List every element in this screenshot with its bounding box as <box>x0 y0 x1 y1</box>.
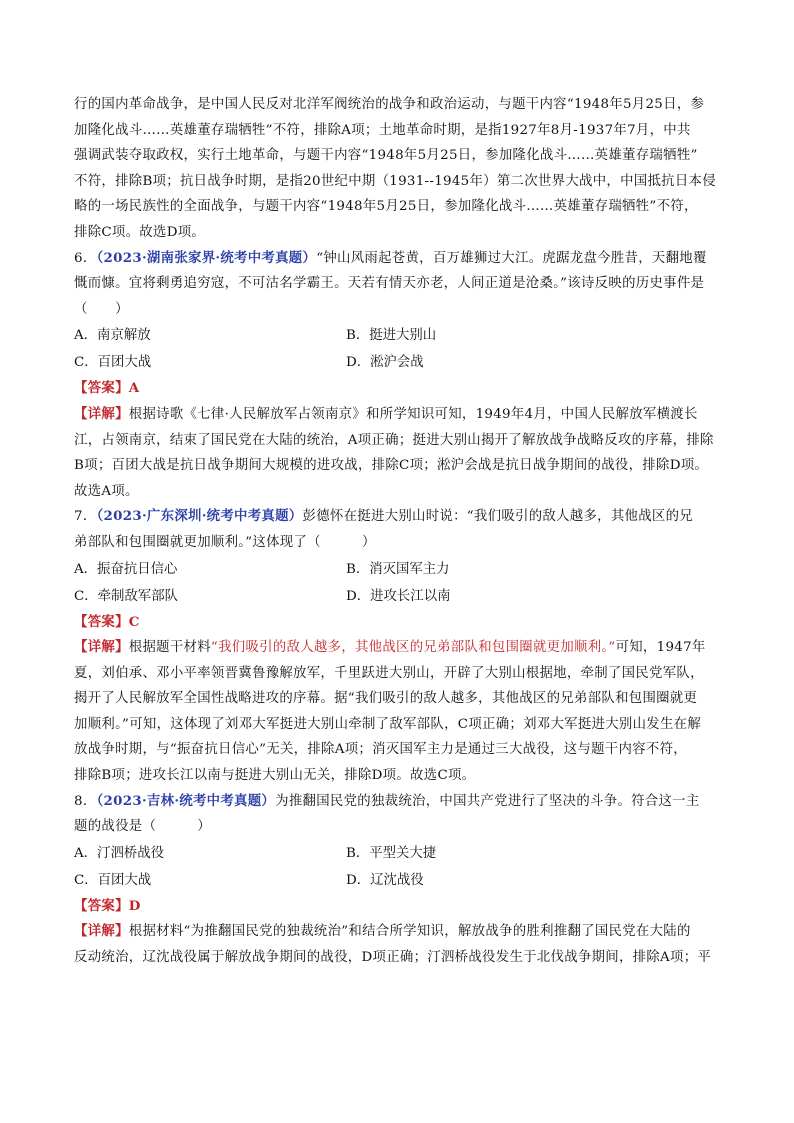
question-7 <box>74 504 724 788</box>
stem-text: 弟部队和包围圈就更加顺利。”这体现了（ ） <box>74 534 376 550</box>
question-source: （2023·广东深圳·统考中考真题） <box>96 508 303 525</box>
stem-text: 彭德怀在挺进大别山时说：“我们吸引的敌人越多，其他战区的兄 <box>302 509 693 525</box>
options <box>74 840 724 894</box>
option-c: C．牵制敌军部队 <box>74 588 178 604</box>
option-b: B．消灭国军主力 <box>346 561 450 577</box>
detail-text: 揭开了人民解放军全国性战略进攻的序幕。据“我们吸引的敌人越多，其他战区的兄弟部队和包围圈就更 <box>74 691 698 707</box>
detail-text: 江，占领南京，结束了国民党在大陆的统治，A项正确；挺进大别山揭开了解放战争战略反攻的序幕，排除 <box>74 432 714 448</box>
stem-text: 题的战役是（ ） <box>74 819 211 835</box>
question-stem <box>74 504 724 530</box>
detail-line <box>74 919 724 945</box>
answer-value: A <box>128 380 140 397</box>
stem-text: 为推翻国民党的独裁统治，中国共产党进行了坚决的斗争。符合这一主 <box>275 793 700 809</box>
text-line: 强调武装夺取政权，实行土地革命，与题干内容“1948年5月25日，参加隆化战斗……英雄董存瑞牺牲” <box>74 148 698 164</box>
option-a: A．振奋抗日信心 <box>74 561 178 577</box>
answer-label: 【答案】 <box>74 380 129 397</box>
question-number: 8． <box>74 793 97 809</box>
answer-line <box>74 376 724 402</box>
detail-text: 故选A项。 <box>74 483 139 499</box>
option-b: B．挺进大别山 <box>346 328 437 344</box>
detail-text: 根据诗歌《七律·人民解放军占领南京》和所学知识可知，1949年4月，中国人民解放军横渡长 <box>128 406 698 422</box>
previous-explanation <box>74 92 724 246</box>
detail-quote: “我们吸引的敌人越多，其他战区的兄弟部队和包围圈就更加顺利。” <box>210 640 616 656</box>
question-number: 6． <box>74 250 97 266</box>
question-source: （2023·湖南张家界·统考中考真题） <box>96 249 317 266</box>
stem-text: 慨而慷。宜将剩勇追穷寇，不可沽名学霸王。天若有情天亦老，人间正道是沧桑。”该诗反映的历史事件是 <box>74 276 705 292</box>
stem-text: “钟山风雨起苍黄，百万雄狮过大江。虎踞龙盘今胜昔，天翻地覆 <box>316 250 707 266</box>
text-line: 加隆化战斗……英雄董存瑞牺牲”不符，排除A项；土地革命时期，是指1927年8月-1937年7月，中共 <box>74 122 691 138</box>
answer-label: 【答案】 <box>74 897 129 914</box>
question-number: 7． <box>74 509 97 525</box>
question-6 <box>74 246 724 505</box>
detail-text: 反动统治，辽沈战役属于解放战争期间的战役，D项正确；汀泗桥战役发生于北伐战争期间，排除A项；平 <box>74 950 712 966</box>
detail-label: 【详解】 <box>74 405 129 422</box>
text-line: 排除C项。故选D项。 <box>74 224 206 240</box>
answer-value: C <box>128 613 140 630</box>
options <box>74 322 724 376</box>
detail-label: 【详解】 <box>74 923 129 940</box>
option-d: D．淞沪会战 <box>346 355 424 371</box>
option-c: C．百团大战 <box>74 872 152 888</box>
question-stem <box>74 789 724 815</box>
option-a: A．汀泗桥战役 <box>74 845 165 861</box>
detail-text: 可知，1947年 <box>615 640 706 656</box>
detail-text: 夏，刘伯承、邓小平率领晋冀鲁豫解放军，千里跃进大别山，开辟了大别山根据地，牵制了国民党军队， <box>74 665 704 681</box>
detail-text: B项；百团大战是抗日战争期间大规模的进攻战，排除C项；淞沪会战是抗日战争期间的战役，排除D项。 <box>74 458 709 474</box>
detail-text: 排除B项；进攻长江以南与挺进大别山无关，排除D项。故选C项。 <box>74 768 476 784</box>
option-a: A．南京解放 <box>74 328 151 344</box>
detail-label: 【详解】 <box>74 639 129 656</box>
answer-value: D <box>128 897 141 914</box>
text-line: 不符，排除B项；抗日战争时期，是指20世纪中期（1931--1945年）第二次世界大战中，中国抵抗日本侵 <box>74 173 716 189</box>
question-stem <box>74 246 724 272</box>
detail-text: 放战争时期，与“振奋抗日信心”无关，排除A项；消灭国军主力是通过三大战役，这与题干内容不符， <box>74 742 687 758</box>
option-b: B．平型关大捷 <box>346 845 437 861</box>
detail-line <box>74 402 724 428</box>
text-line: 行的国内革命战争，是中国人民反对北洋军阀统治的战争和政治运动，与题干内容“1948年5月25日，参 <box>74 97 705 112</box>
options <box>74 556 724 610</box>
option-c: C．百团大战 <box>74 355 152 371</box>
detail-text: 根据题干材料 <box>128 640 211 656</box>
text-line: 略的一场民族性的全面战争，与题干内容“1948年5月25日，参加隆化战斗……英雄董存瑞牺牲”不符， <box>74 199 698 215</box>
answer-blank: （ ） <box>74 301 129 317</box>
question-8 <box>74 789 724 971</box>
document-page <box>74 92 724 971</box>
detail-text: 根据材料“为推翻国民党的独裁统治”和结合所学知识，解放战争的胜利推翻了国民党在大陆的 <box>128 924 691 940</box>
option-d: D．辽沈战役 <box>346 872 424 888</box>
answer-line <box>74 894 724 920</box>
answer-line <box>74 610 724 636</box>
answer-label: 【答案】 <box>74 613 129 630</box>
detail-text: 加顺利。”可知，这体现了刘邓大军挺进大别山牵制了敌军部队，C项正确；刘邓大军挺进大别山发生在解 <box>74 716 702 732</box>
question-source: （2023·吉林·统考中考真题） <box>96 792 276 809</box>
detail-line <box>74 635 724 661</box>
option-d: D．进攻长江以南 <box>346 588 451 604</box>
